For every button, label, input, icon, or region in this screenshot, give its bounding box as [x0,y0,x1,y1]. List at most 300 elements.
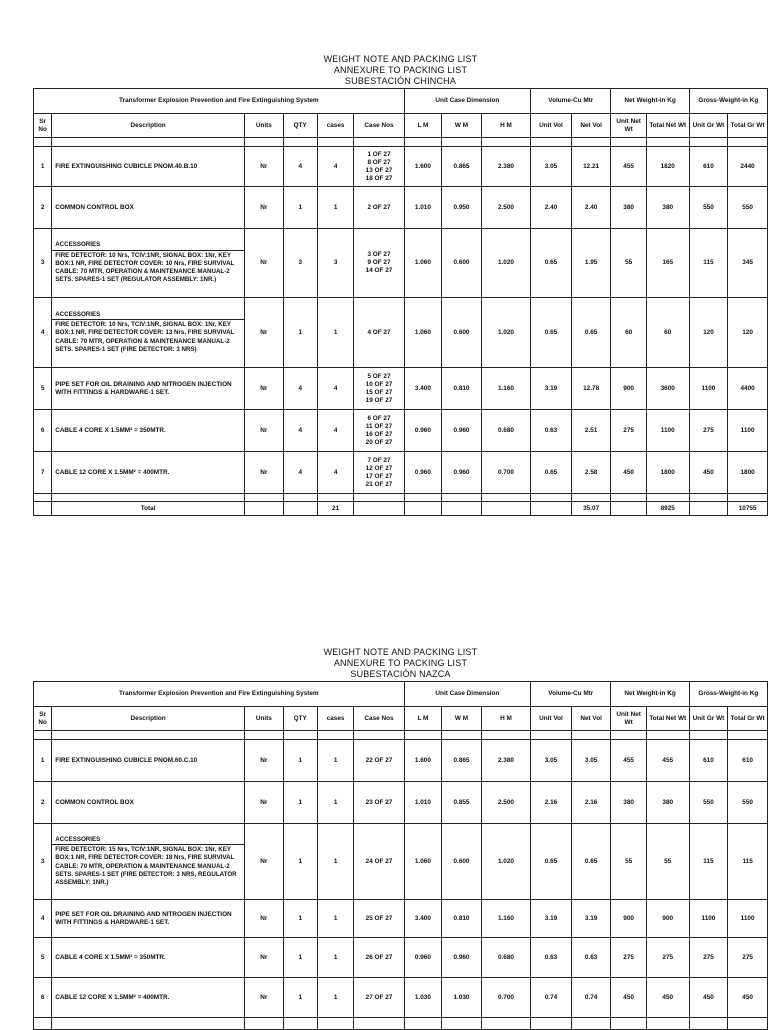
sr-no-cell: 3 [34,229,52,298]
total-net-wt-cell: 275 [646,938,689,978]
case-no: 21 OF 27 [365,480,393,488]
case-no: 27 OF 27 [365,993,393,1001]
gross-weight-header: Gross-Weight-in Kg [689,89,767,114]
col-l: L M [404,114,442,138]
accessories-label: ACCESSORIES [52,241,244,250]
col-unit-gr-wt: Unit Gr Wt [689,114,728,138]
spacer-row [34,138,768,147]
case-nos-cell [354,938,404,978]
unit-net-wt-cell: 55 [611,229,646,298]
case-no: 15 OF 27 [365,388,393,396]
unit-net-wt-cell: 275 [611,410,646,452]
units-cell: Nr [245,824,284,900]
sr-no-cell: 6 [34,978,52,1018]
doc-site: SUBESTACIÓN CHINCHA [344,76,457,86]
description-cell [52,824,245,900]
sr-no-cell: 4 [34,298,52,368]
col-total-net-wt: Total Net Wt [646,114,689,138]
case-no: 11 OF 27 [365,422,393,430]
table-row [34,410,768,452]
case-nos-cell [354,187,404,229]
description-cell: COMMON CONTROL BOX [52,187,245,229]
height-cell: 0.700 [481,978,530,1018]
unit-vol-cell: 3.05 [531,740,572,782]
net-vol-cell: 0.65 [571,824,611,900]
net-vol-cell: 0.65 [571,298,611,368]
length-cell: 1.010 [404,187,442,229]
qty-cell: 1 [283,298,317,368]
qty-cell: 4 [283,368,317,410]
case-no: 16 OF 27 [365,430,393,438]
dimension-header: Unit Case Dimension [404,682,530,707]
table-row [34,229,768,298]
unit-gr-wt-cell: 275 [689,938,728,978]
cases-cell: 4 [317,147,353,187]
col-total-net-wt: Total Net Wt [646,707,689,731]
document-titles [33,647,768,680]
col-units: Units [245,707,284,731]
units-cell: Nr [245,452,284,494]
table-row [34,452,768,494]
total-row [34,502,768,516]
accessories-detail: FIRE DETECTOR: 10 Nrs, TCIV:1NR, SIGNAL BOX: 1Nr, KEY BOX:1 NR, FIRE DETECTOR COVER: 10 Nrs, FIRE SURVIVAL CABLE: 70 MTR, OPERATION & MAINTENANCE MANUAL-2 SETS. SPARES-1 SET (REGULATOR ASSEMBLY: 1NR.) [55,251,235,284]
col-h: H M [481,114,530,138]
width-cell: 0.950 [442,187,482,229]
unit-gr-wt-cell: 610 [689,740,728,782]
sr-no-cell: 5 [34,938,52,978]
description-cell: COMMON CONTROL BOX [52,782,245,824]
total-gr-wt-cell: 550 [728,782,768,824]
net-vol-cell: 12.78 [571,368,611,410]
width-cell: 0.960 [442,938,482,978]
case-nos-cell [354,782,404,824]
case-no: 24 OF 27 [365,857,393,865]
description-cell: CABLE 4 CORE X 1.5MM² = 350MTR. [52,410,245,452]
case-no: 10 OF 27 [365,380,393,388]
description-cell: CABLE 12 CORE X 1.5MM² = 400MTR. [52,452,245,494]
case-no: 23 OF 27 [365,798,393,806]
unit-net-wt-cell: 380 [611,187,646,229]
header-column-row [34,707,768,731]
total-gr-wt-cell: 610 [728,740,768,782]
unit-vol-cell: 0.65 [531,452,572,494]
unit-vol-cell: 0.63 [531,938,572,978]
unit-net-wt-cell: 380 [611,782,646,824]
sr-no-cell: 3 [34,824,52,900]
packing-list-chincha [33,54,768,516]
case-no: 19 OF 27 [365,396,393,404]
doc-site: SUBESTACIÓN NAZCA [350,669,451,679]
unit-vol-cell: 2.40 [531,187,572,229]
units-cell: Nr [245,298,284,368]
net-vol-cell: 3.19 [571,900,611,938]
total-gross-wt: 10755 [728,502,768,516]
table-row [34,900,768,938]
cases-cell: 4 [317,368,353,410]
cases-cell: 1 [317,978,353,1018]
col-sr-no: Sr No [34,707,52,731]
system-header: Transformer Explosion Prevention and Fire Extinguishing System [34,89,405,114]
units-cell: Nr [245,368,284,410]
unit-gr-wt-cell: 610 [689,147,728,187]
total-net-wt-cell: 900 [646,900,689,938]
length-cell: 1.600 [404,147,442,187]
case-nos-cell [354,824,404,900]
packing-table [33,88,768,516]
width-cell: 0.960 [442,452,482,494]
packing-table [33,681,768,1030]
total-net-wt-cell: 3600 [646,368,689,410]
total-net-wt-cell: 165 [646,229,689,298]
height-cell: 0.680 [481,938,530,978]
unit-gr-wt-cell: 450 [689,978,728,1018]
case-nos-cell [354,368,404,410]
net-vol-cell: 2.40 [571,187,611,229]
doc-title: WEIGHT NOTE AND PACKING LIST [323,647,478,657]
unit-vol-cell: 0.65 [531,824,572,900]
unit-vol-cell: 0.63 [531,410,572,452]
case-no: 26 OF 27 [365,953,393,961]
table-row [34,824,768,900]
total-label: Total [52,502,245,516]
net-vol-cell: 1.95 [571,229,611,298]
sr-no-cell: 2 [34,782,52,824]
col-unit-net-wt: Unit Net Wt [611,707,646,731]
length-cell: 3.400 [404,900,442,938]
unit-gr-wt-cell: 550 [689,187,728,229]
units-cell: Nr [245,229,284,298]
case-no: 17 OF 27 [365,472,393,480]
case-nos-cell [354,410,404,452]
description-cell: FIRE EXTINGUISHING CUBICLE PNOM.60.C.10 [52,740,245,782]
height-cell: 1.020 [481,298,530,368]
col-cases: cases [317,114,353,138]
unit-gr-wt-cell: 275 [689,410,728,452]
col-qty: QTY [283,114,317,138]
doc-subtitle: ANNEXURE TO PACKING LIST [333,658,468,668]
total-gr-wt-cell: 275 [728,938,768,978]
total-gr-wt-cell: 2440 [728,147,768,187]
qty-cell: 1 [283,782,317,824]
length-cell: 1.060 [404,298,442,368]
length-cell: 0.960 [404,410,442,452]
net-vol-cell: 3.05 [571,740,611,782]
qty-cell: 1 [283,900,317,938]
header-group-row [34,89,768,114]
case-nos-cell [354,298,404,368]
qty-cell: 3 [283,229,317,298]
packing-list-nazca [33,647,768,1030]
col-sr-no: Sr No [34,114,52,138]
col-case-nos: Case Nos [354,114,404,138]
net-vol-cell: 2.58 [571,452,611,494]
cases-cell: 4 [317,452,353,494]
cases-cell: 4 [317,410,353,452]
qty-cell: 1 [283,187,317,229]
net-vol-cell: 0.74 [571,978,611,1018]
unit-net-wt-cell: 455 [611,740,646,782]
case-nos-cell [354,147,404,187]
col-unit-vol: Unit Vol [531,114,572,138]
total-net-wt-cell: 1820 [646,147,689,187]
units-cell: Nr [245,938,284,978]
length-cell: 0.960 [404,938,442,978]
height-cell: 1.160 [481,368,530,410]
case-no: 13 OF 27 [365,166,393,174]
unit-net-wt-cell: 455 [611,147,646,187]
col-net-vol: Net Vol [571,707,611,731]
spacer-row [34,494,768,502]
net-weight-header: Net Weight-in Kg [611,89,689,114]
unit-net-wt-cell: 900 [611,368,646,410]
case-no: 22 OF 27 [365,756,393,764]
description-cell: CABLE 4 CORE X 1.5MM² = 350MTR. [52,938,245,978]
unit-vol-cell: 0.65 [531,229,572,298]
case-no: 18 OF 27 [365,174,393,182]
description-cell: FIRE EXTINGUISHING CUBICLE PNOM.40.B.10 [52,147,245,187]
height-cell: 0.680 [481,410,530,452]
width-cell: 0.600 [442,298,482,368]
net-vol-cell: 2.51 [571,410,611,452]
col-description: Description [52,114,245,138]
case-nos-cell [354,229,404,298]
table-row [34,298,768,368]
cases-cell: 1 [317,740,353,782]
height-cell: 1.020 [481,229,530,298]
description-cell [52,229,245,298]
case-no: 7 OF 27 [367,456,391,464]
total-net-wt-cell: 1800 [646,452,689,494]
col-total-gr-wt: Total Gr Wt [728,707,768,731]
unit-vol-cell: 2.16 [531,782,572,824]
col-l: L M [404,707,442,731]
case-nos-cell [354,900,404,938]
col-description: Description [52,707,245,731]
col-w: W M [442,707,482,731]
table-body [34,740,768,1018]
table-row [34,187,768,229]
net-vol-cell: 12.21 [571,147,611,187]
volume-header: Volume-Cu Mtr [531,682,611,707]
height-cell: 2.380 [481,147,530,187]
col-unit-vol: Unit Vol [531,707,572,731]
unit-vol-cell: 3.19 [531,368,572,410]
length-cell: 0.960 [404,452,442,494]
dimension-header: Unit Case Dimension [404,89,530,114]
length-cell: 3.400 [404,368,442,410]
description-cell: PIPE SET FOR OIL DRAINING AND NITROGEN INJECTION WITH FITTINGS & HARDWARE-1 SET. [52,900,245,938]
total-gr-wt-cell: 4400 [728,368,768,410]
units-cell: Nr [245,740,284,782]
qty-cell: 4 [283,452,317,494]
table-row [34,938,768,978]
cases-cell: 1 [317,900,353,938]
col-case-nos: Case Nos [354,707,404,731]
total-gr-wt-cell: 1800 [728,452,768,494]
case-nos-cell [354,978,404,1018]
col-w: W M [442,114,482,138]
units-cell: Nr [245,187,284,229]
units-cell: Nr [245,147,284,187]
width-cell: 0.810 [442,900,482,938]
unit-net-wt-cell: 450 [611,978,646,1018]
col-unit-net-wt: Unit Net Wt [611,114,646,138]
sr-no-cell: 4 [34,900,52,938]
unit-net-wt-cell: 900 [611,900,646,938]
cases-cell: 1 [317,298,353,368]
spacer-row [34,731,768,740]
unit-net-wt-cell: 450 [611,452,646,494]
col-qty: QTY [283,707,317,731]
case-no: 1 OF 27 [367,150,391,158]
qty-cell: 4 [283,410,317,452]
total-net-wt-cell: 455 [646,740,689,782]
length-cell: 1.060 [404,229,442,298]
total-net-wt-cell: 1100 [646,410,689,452]
accessories-label: ACCESSORIES [52,311,244,320]
height-cell: 0.700 [481,452,530,494]
unit-gr-wt-cell: 120 [689,298,728,368]
length-cell: 1.010 [404,782,442,824]
units-cell: Nr [245,410,284,452]
width-cell: 0.865 [442,147,482,187]
net-weight-header: Net Weight-in Kg [611,682,689,707]
unit-vol-cell: 3.05 [531,147,572,187]
volume-header: Volume-Cu Mtr [531,89,611,114]
unit-vol-cell: 0.74 [531,978,572,1018]
height-cell: 1.020 [481,824,530,900]
cases-cell: 1 [317,824,353,900]
total-gr-wt-cell: 345 [728,229,768,298]
length-cell: 1.600 [404,740,442,782]
case-no: 14 OF 27 [365,267,393,274]
total-gr-wt-cell: 1100 [728,410,768,452]
col-unit-gr-wt: Unit Gr Wt [689,707,728,731]
accessories-detail: FIRE DETECTOR: 15 Nrs, TCIV:1NR, SIGNAL BOX: 1Nr, KEY BOX:1 NR, FIRE DETECTOR COVER: 18 Nrs, FIRE SURVIVAL CABLE: 70 MTR, OPERATION & MAINTENANCE MANUAL-2 SETS. SPARES-1 SET (FIRE DETECTOR: 3 NRS, REGULATOR ASSEMBLY: 1NR.) [55,846,237,886]
case-no: 25 OF 27 [365,914,393,922]
case-no: 20 OF 27 [365,438,393,446]
table-row [34,978,768,1018]
total-net-wt: 8925 [646,502,689,516]
total-gr-wt-cell: 120 [728,298,768,368]
width-cell: 0.855 [442,782,482,824]
case-no: 2 OF 27 [367,203,391,211]
case-no: 6 OF 27 [367,414,391,422]
sr-no-cell: 7 [34,452,52,494]
width-cell: 0.865 [442,740,482,782]
length-cell: 1.060 [404,824,442,900]
units-cell: Nr [245,900,284,938]
length-cell: 1.030 [404,978,442,1018]
total-gr-wt-cell: 115 [728,824,768,900]
qty-cell: 1 [283,938,317,978]
unit-net-wt-cell: 275 [611,938,646,978]
case-no: 4 OF 27 [367,328,391,336]
qty-cell: 1 [283,824,317,900]
case-no: 8 OF 27 [367,158,391,166]
qty-cell: 4 [283,147,317,187]
unit-vol-cell: 3.19 [531,900,572,938]
sr-no-cell: 1 [34,740,52,782]
qty-cell: 1 [283,740,317,782]
total-net-wt-cell: 380 [646,782,689,824]
total-gr-wt-cell: 450 [728,978,768,1018]
unit-gr-wt-cell: 1100 [689,900,728,938]
sr-no-cell: 1 [34,147,52,187]
height-cell: 2.500 [481,782,530,824]
unit-gr-wt-cell: 115 [689,824,728,900]
unit-net-wt-cell: 60 [611,298,646,368]
total-net-vol: 35.07 [571,502,611,516]
total-gr-wt-cell: 1100 [728,900,768,938]
col-total-gr-wt: Total Gr Wt [728,114,768,138]
unit-gr-wt-cell: 115 [689,229,728,298]
col-cases: cases [317,707,353,731]
header-column-row [34,114,768,138]
description-cell: PIPE SET FOR OIL DRAINING AND NITROGEN INJECTION WITH FITTINGS & HARDWARE-1 SET. [52,368,245,410]
unit-vol-cell: 0.65 [531,298,572,368]
height-cell: 2.380 [481,740,530,782]
net-vol-cell: 2.16 [571,782,611,824]
total-net-wt-cell: 450 [646,978,689,1018]
case-no: 5 OF 27 [367,372,391,380]
units-cell: Nr [245,978,284,1018]
total-gr-wt-cell: 550 [728,187,768,229]
case-no: 3 OF 27 [367,251,391,258]
cases-cell: 1 [317,187,353,229]
total-cases: 21 [317,502,353,516]
case-no: 9 OF 27 [367,259,391,266]
table-body [34,147,768,494]
document-titles [33,54,768,87]
total-net-wt-cell: 55 [646,824,689,900]
accessories-label: ACCESSORIES [52,836,244,845]
width-cell: 0.600 [442,229,482,298]
doc-title: WEIGHT NOTE AND PACKING LIST [323,54,478,64]
height-cell: 1.160 [481,900,530,938]
sr-no-cell: 5 [34,368,52,410]
sr-no-cell: 2 [34,187,52,229]
unit-gr-wt-cell: 550 [689,782,728,824]
table-row [34,368,768,410]
unit-gr-wt-cell: 1100 [689,368,728,410]
table-row [34,147,768,187]
col-h: H M [481,707,530,731]
gross-weight-header: Gross-Weight-in Kg [689,682,767,707]
height-cell: 2.500 [481,187,530,229]
units-cell: Nr [245,782,284,824]
cases-cell: 1 [317,782,353,824]
cases-cell: 3 [317,229,353,298]
col-net-vol: Net Vol [571,114,611,138]
case-nos-cell [354,452,404,494]
table-row [34,740,768,782]
table-row [34,782,768,824]
net-vol-cell: 0.63 [571,938,611,978]
cases-cell: 1 [317,938,353,978]
width-cell: 0.600 [442,824,482,900]
width-cell: 0.960 [442,410,482,452]
case-nos-cell [354,740,404,782]
width-cell: 0.810 [442,368,482,410]
total-net-wt-cell: 380 [646,187,689,229]
col-units: Units [245,114,284,138]
case-no: 12 OF 27 [365,464,393,472]
unit-net-wt-cell: 55 [611,824,646,900]
accessories-detail: FIRE DETECTOR: 10 Nrs, TCIV:1NR, SIGNAL BOX: 1Nr, KEY BOX:1 NR, FIRE DETECTOR COVER: 13 Nrs, FIRE SURVIVAL CABLE: 70 MTR, OPERATION & MAINTENANCE MANUAL-2 SETS. SPARES-1 SET (FIRE DETECTOR: 3 NRS) [55,321,235,353]
unit-gr-wt-cell: 450 [689,452,728,494]
qty-cell: 1 [283,978,317,1018]
